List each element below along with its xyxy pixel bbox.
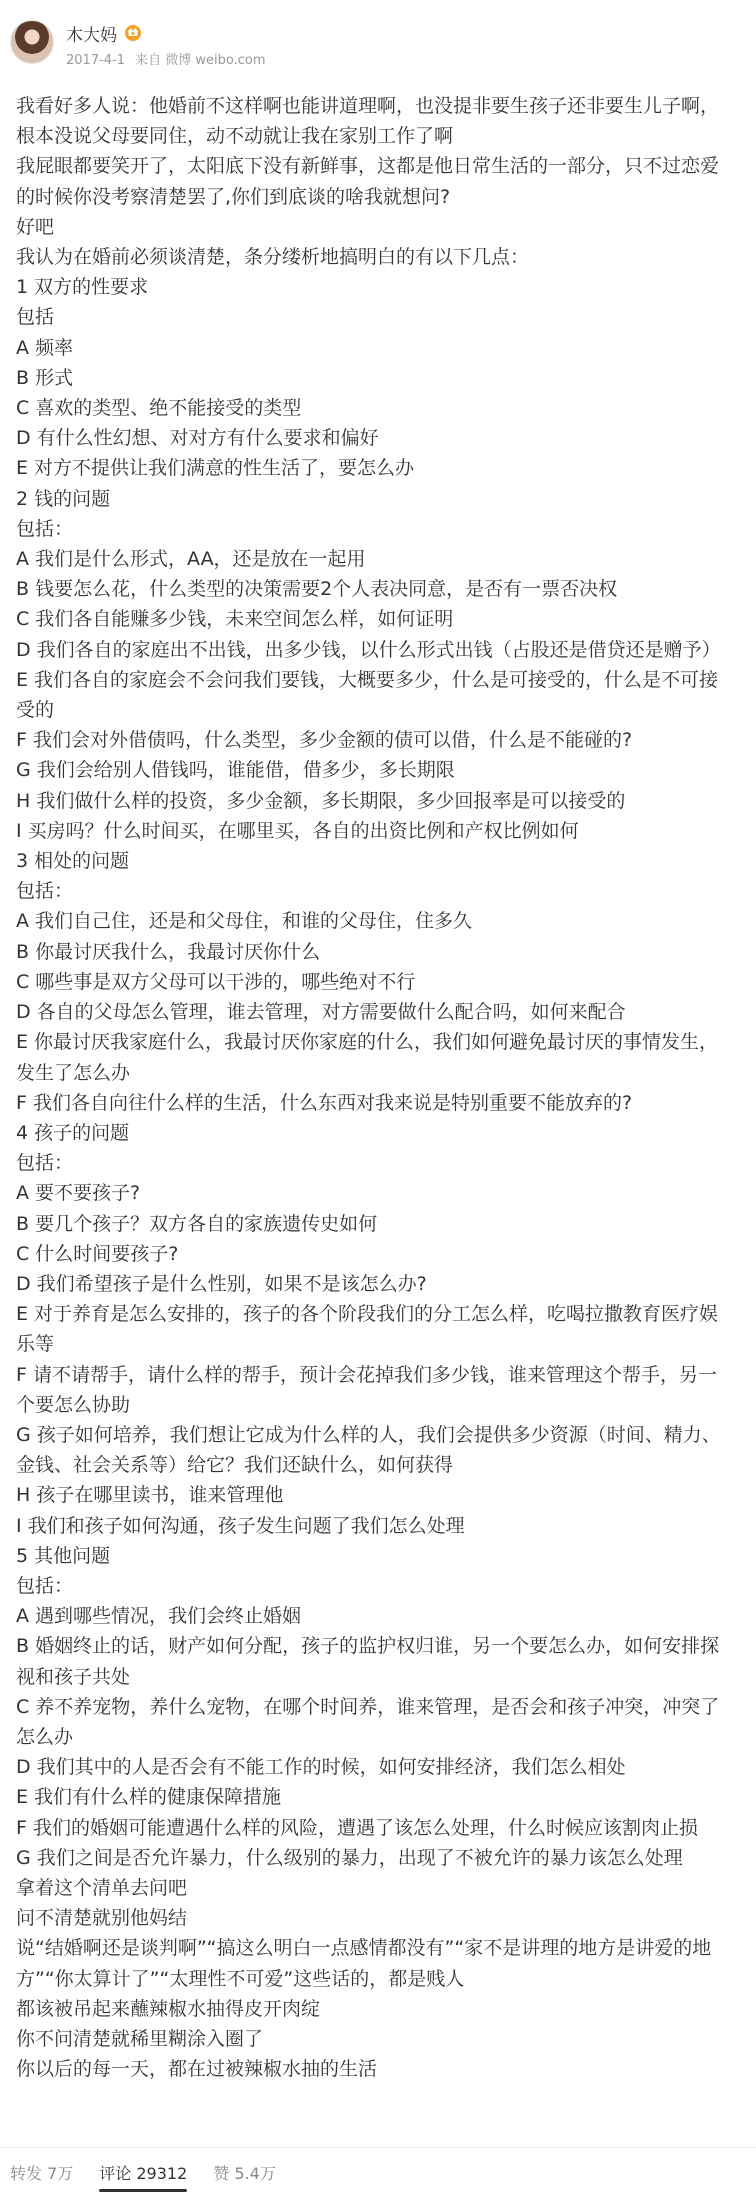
post-line: 都该被吊起来蘸辣椒水抽得皮开肉绽 (16, 1997, 321, 2020)
post-line: 包括： (16, 1152, 74, 1175)
post-line: 问不清楚就别他妈结 (16, 1907, 188, 1930)
post-line: H 孩子在哪里读书，谁来管理他 (16, 1484, 284, 1507)
post-line: H 我们做什么样的投资，多少金额，多长期限，多少回报率是可以接受的 (16, 789, 626, 812)
post-line: E 对于养育是怎么安排的，孩子的各个阶段我们的分工怎么样，吃喝拉撒教育医疗娱乐等 (16, 1303, 719, 1356)
post-line: I 买房吗？什么时间买，在哪里买，各自的出资比例和产权比例如何 (16, 819, 579, 842)
post-line: D 我们各自的家庭出不出钱，出多少钱，以什么形式出钱（占股还是借贷还是赠予） (16, 638, 721, 661)
post-line: C 我们各自能赚多少钱，未来空间怎么样，如何证明 (16, 608, 454, 631)
post-line: B 形式 (16, 366, 74, 389)
post-line: 你以后的每一天，都在过被辣椒水抽的生活 (16, 2058, 378, 2081)
post-line: E 我们各自的家庭会不会问我们要钱，大概要多少，什么是可接受的，什么是不可接受的 (16, 668, 719, 722)
post-line: C 喜欢的类型、绝不能接受的类型 (16, 397, 302, 420)
post-line: E 我们有什么样的健康保障措施 (16, 1786, 282, 1809)
post-line: F 我们各自向往什么样的生活，什么东西对我来说是特别重要不能放弃的? (16, 1091, 633, 1114)
post-line: D 有什么性幻想、对对方有什么要求和偏好 (16, 427, 379, 450)
repost-button[interactable]: 转发 7万 (10, 2163, 74, 2183)
post-line: 我认为在婚前必须谈清楚，条分缕析地搞明白的有以下几点： (16, 246, 530, 269)
post-content (16, 91, 724, 2084)
post-line: B 钱要怎么花，什么类型的决策需要2个人表决同意，是否有一票否决权 (16, 578, 618, 601)
post-line: 1 双方的性要求 (16, 276, 149, 299)
post-line: 包括： (16, 880, 74, 903)
post-line: D 各自的父母怎么管理，谁去管理，对方需要做什么配合吗，如何来配合 (16, 1001, 626, 1024)
post-line: 你不问清楚就稀里糊涂入圈了 (16, 2028, 264, 2050)
footer-divider (0, 2147, 756, 2148)
post-line: 4 孩子的问题 (16, 1121, 130, 1144)
post-line: 我看好多人说：他婚前不这样啊也能讲道理啊，也没提非要生孩子还非要生儿子啊，根本没说父母要同住，动不动就让我在家别工作了啊 (16, 95, 720, 148)
post-line: F 请不请帮手，请什么样的帮手，预计会花掉我们多少钱，谁来管理这个帮手，另一个要怎么协助 (16, 1363, 717, 1416)
post-line: F 我们会对外借债吗，什么类型，多少金额的债可以借，什么是不能碰的? (16, 729, 633, 752)
post-line: A 我们自己住，还是和父母住，和谁的父母住，住多久 (16, 910, 473, 933)
post-line: B 你最讨厌我什么，我最讨厌你什么 (16, 940, 321, 963)
post-line: E 你最讨厌我家庭什么，我最讨厌你家庭的什么，我们如何避免最讨厌的事情发生，发生了怎么办 (16, 1031, 719, 1084)
post-line: A 遇到哪些情况，我们会终止婚姻 (16, 1605, 302, 1628)
post-line: B 婚姻终止的话，财产如何分配，孩子的监护权归谁，另一个要怎么办，如何安排探视和孩子共处 (16, 1635, 720, 1688)
post-line: C 什么时间要孩子? (16, 1242, 179, 1265)
avatar[interactable] (10, 20, 54, 64)
post-line: 好吧 (16, 215, 55, 238)
post-line: 3 相处的问题 (16, 850, 130, 873)
like-button[interactable]: 赞 5.4万 (213, 2163, 276, 2183)
post-line: G 孩子如何培养，我们想让它成为什么样的人，我们会提供多少资源（时间、精力、金钱、社会关系等）给它？我们还缺什么，如何获得 (16, 1423, 721, 1477)
comment-button[interactable]: 评论 29312 (99, 2161, 187, 2184)
post-line: I 我们和孩子如何沟通，孩子发生问题了我们怎么处理 (16, 1514, 465, 1537)
post-line: A 要不要孩子? (16, 1182, 141, 1205)
post-line: 拿着这个清单去问吧 (16, 1876, 188, 1899)
post-line: G 我们之间是否允许暴力，什么级别的暴力，出现了不被允许的暴力该怎么处理 (16, 1846, 683, 1869)
post-line: D 我们其中的人是否会有不能工作的时候，如何安排经济，我们怎么相处 (16, 1756, 626, 1779)
post-header (10, 18, 746, 78)
post-actions (10, 2155, 276, 2189)
post-line: 包括 (16, 306, 55, 329)
post-source: 来自 微博 weibo.com (135, 53, 266, 68)
post-date: 2017-4-1 (66, 53, 126, 68)
post-line: B 要几个孩子？双方各自的家族遗传史如何 (16, 1212, 378, 1235)
post-line: 包括： (16, 517, 74, 540)
author-name[interactable]: 木大妈 (66, 25, 117, 46)
post-line: A 我们是什么形式，AA，还是放在一起用 (16, 548, 366, 571)
post-line: 包括： (16, 1574, 74, 1597)
post-line: 说“结婚啊还是谈判啊”“搞这么明白一点感情都没有”“家不是讲理的地方是讲爱的地方”“你太算计了”“太理性不可爱”这些话的，都是贱人 (16, 1937, 712, 1990)
author-line (66, 21, 143, 45)
post-line: 我屁眼都要笑开了，太阳底下没有新鲜事，这都是他日常生活的一部分，只不过恋爱的时候你没考察清楚罢了,你们到底谈的啥我就想问? (16, 155, 720, 208)
post-line: 2 钱的问题 (16, 487, 111, 510)
post-line: 5 其他问题 (16, 1544, 111, 1567)
post-line: C 哪些事是双方父母可以干涉的，哪些绝对不行 (16, 970, 416, 993)
post-line: D 我们希望孩子是什么性别，如果不是该怎么办? (16, 1272, 427, 1295)
post-line: C 养不养宠物，养什么宠物，在哪个时间养，谁来管理，是否会和孩子冲突，冲突了怎么办 (16, 1695, 720, 1748)
post-line: G 我们会给别人借钱吗，谁能借，借多少，多长期限 (16, 759, 455, 782)
post-meta (66, 49, 266, 68)
post-line: F 我们的婚姻可能遭遇什么样的风险，遭遇了该怎么处理，什么时候应该割肉止损 (16, 1816, 698, 1839)
post-line: A 频率 (16, 336, 74, 359)
vip-badge-icon (123, 24, 143, 42)
post-line: E 对方不提供让我们满意的性生活了，要怎么办 (16, 457, 415, 480)
